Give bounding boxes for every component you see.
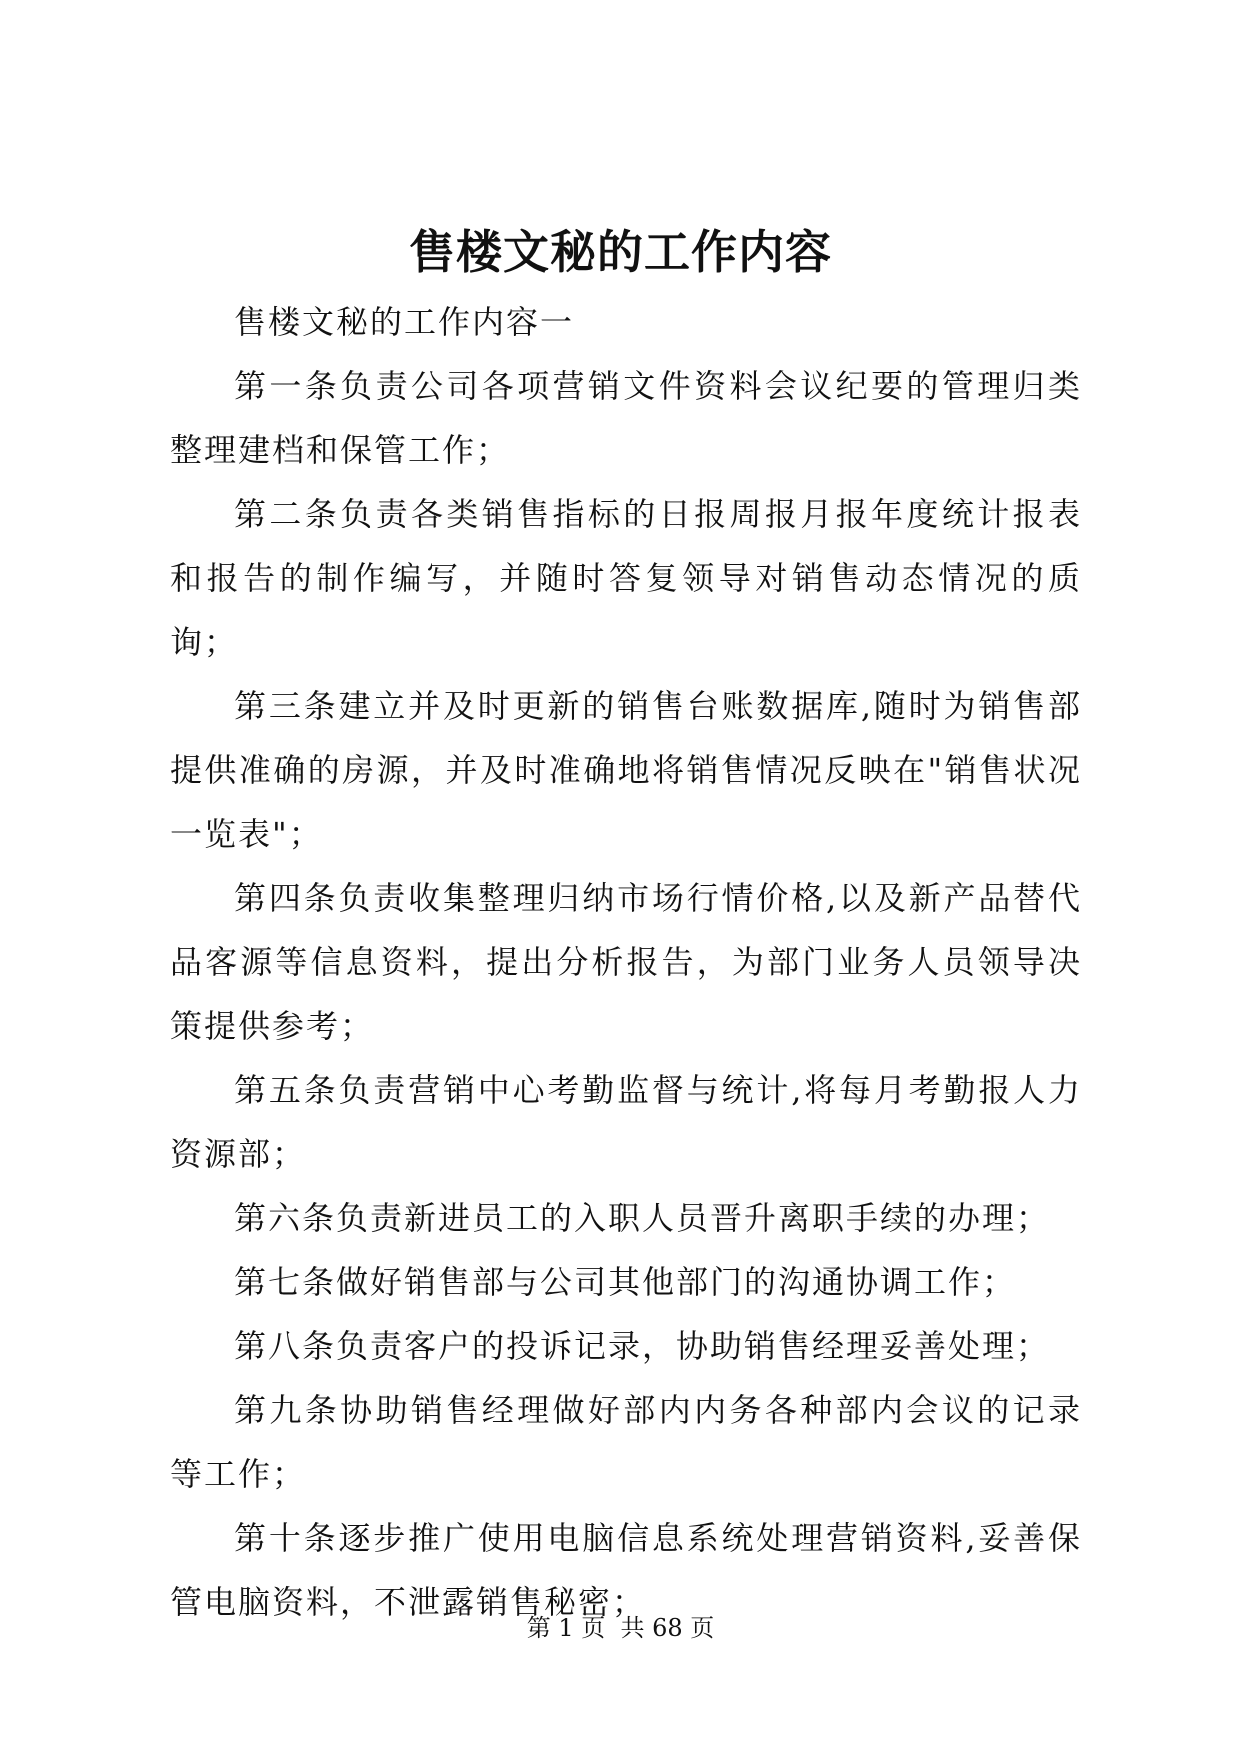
- page-footer: 第 1 页 共 68 页: [526, 1614, 715, 1642]
- document-body: [170, 290, 1082, 1634]
- article-9: 第九条协助销售经理做好部内内务各种部内会议的记录等工作；: [170, 1391, 1082, 1493]
- article-6: 第六条负责新进员工的入职人员晋升离职手续的办理；: [234, 1199, 1051, 1237]
- article-8: 第八条负责客户的投诉记录，协助销售经理妥善处理；: [234, 1327, 1051, 1365]
- article-4: 第四条负责收集整理归纳市场行情价格,以及新产品替代品客源等信息资料，提出分析报告，为部门业务人员领导决策提供参考；: [170, 879, 1082, 1045]
- article-7: 第七条做好销售部与公司其他部门的沟通协调工作；: [234, 1263, 1017, 1301]
- document-title: 售楼文秘的工作内容: [409, 225, 832, 279]
- section-heading: 售楼文秘的工作内容一: [234, 303, 575, 341]
- article-3: 第三条建立并及时更新的销售台账数据库,随时为销售部提供准确的房源，并及时准确地将销售情况反映在"销售状况一览表"；: [170, 687, 1082, 853]
- article-2: 第二条负责各类销售指标的日报周报月报年度统计报表和报告的制作编写，并随时答复领导对销售动态情况的质询；: [170, 495, 1082, 661]
- article-10: 第十条逐步推广使用电脑信息系统处理营销资料,妥善保管电脑资料，不泄露销售秘密；: [170, 1519, 1082, 1621]
- article-5: 第五条负责营销中心考勤监督与统计,将每月考勤报人力资源部；: [170, 1071, 1082, 1173]
- article-1: 第一条负责公司各项营销文件资料会议纪要的管理归类整理建档和保管工作；: [170, 367, 1082, 469]
